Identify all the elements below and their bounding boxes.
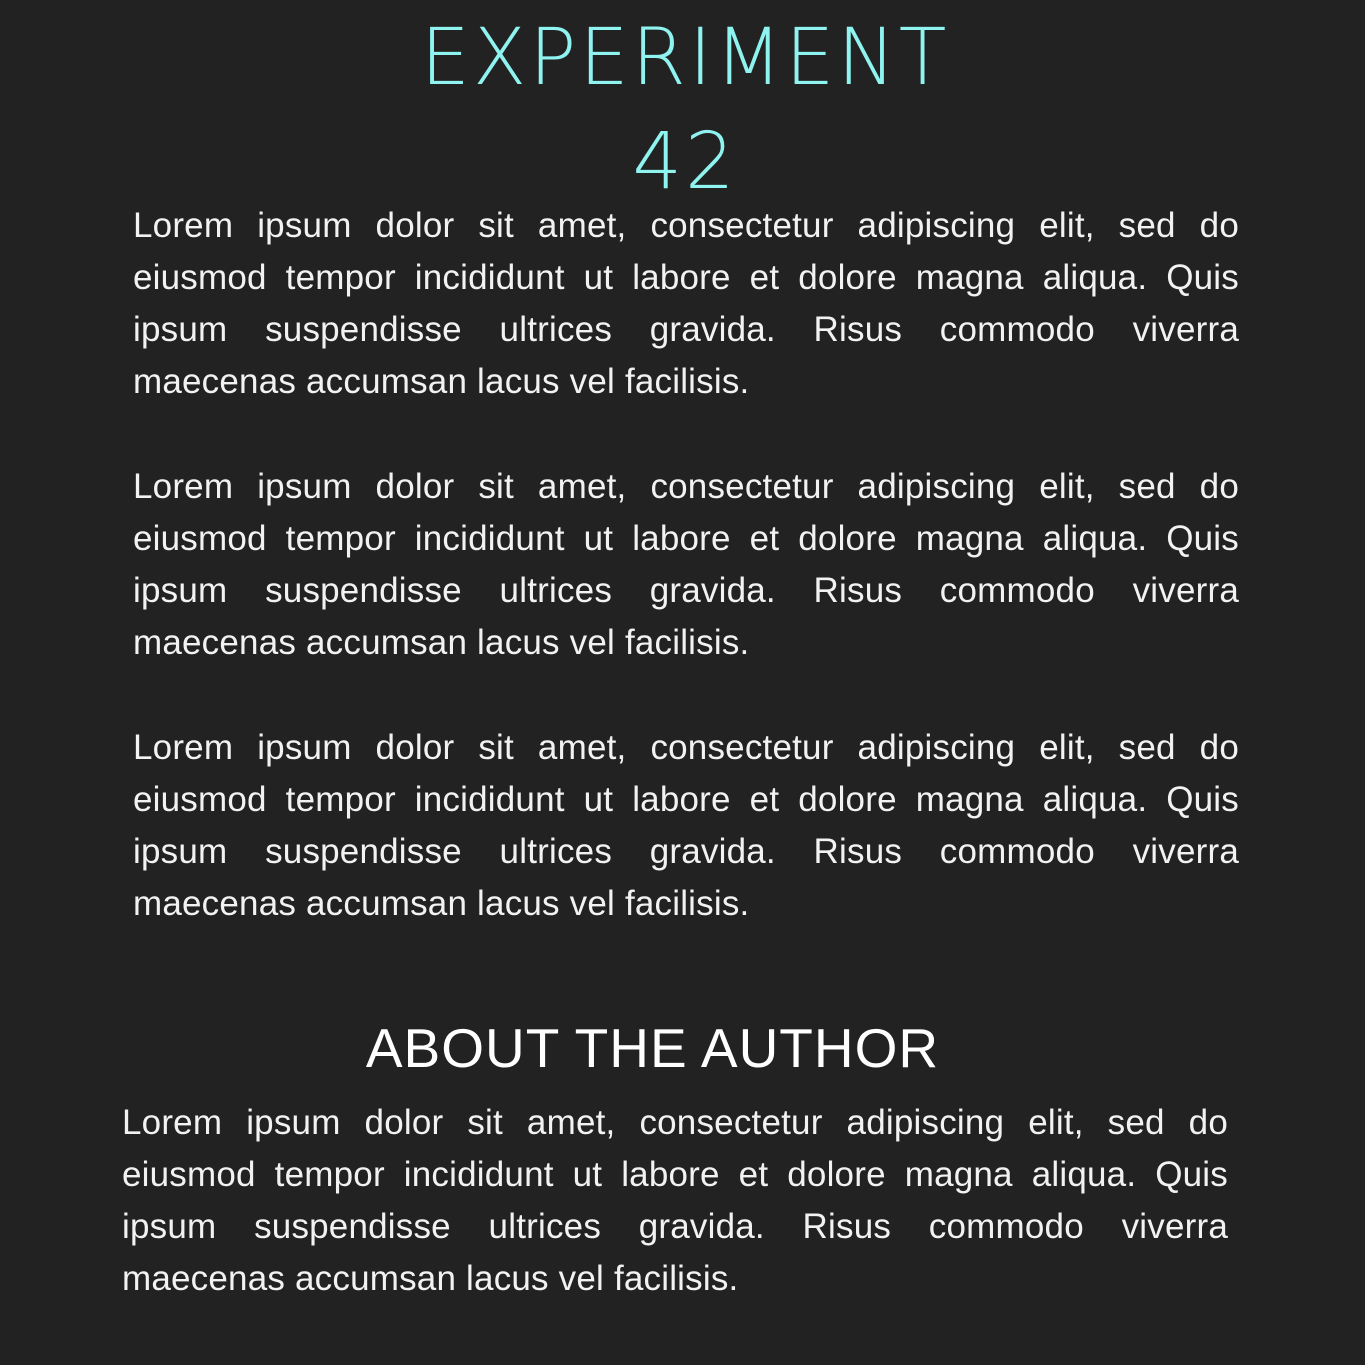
body-paragraph-2: Lorem ipsum dolor sit amet, consectetur adipiscing elit, sed do eiusmod tempor incididunt ut labore et dolore magna aliqua. Quis ipsum suspendisse ultrices gravida. Risus commodo viverra maecenas accumsan lacus vel facilisis. (133, 467, 1239, 662)
title-line-2: 42 (632, 117, 738, 207)
title-line-1: EXPERIMENT (420, 13, 950, 103)
body-paragraph-1: Lorem ipsum dolor sit amet, consectetur adipiscing elit, sed do eiusmod tempor incididunt ut labore et dolore magna aliqua. Quis ipsum suspendisse ultrices gravida. Risus commodo viverra maecenas accumsan lacus vel facilisis. (133, 206, 1239, 401)
page-title (0, 6, 1365, 214)
about-author-paragraph: Lorem ipsum dolor sit amet, consectetur adipiscing elit, sed do eiusmod tempor incididunt ut labore et dolore magna aliqua. Quis ipsum suspendisse ultrices gravida. Risus commodo viverra maecenas accumsan lacus vel facilisis. (122, 1103, 1228, 1298)
about-author-heading: ABOUT THE AUTHOR (365, 1017, 940, 1079)
body-paragraph-3: Lorem ipsum dolor sit amet, consectetur adipiscing elit, sed do eiusmod tempor incididunt ut labore et dolore magna aliqua. Quis ipsum suspendisse ultrices gravida. Risus commodo viverra maecenas accumsan lacus vel facilisis. (133, 728, 1239, 923)
